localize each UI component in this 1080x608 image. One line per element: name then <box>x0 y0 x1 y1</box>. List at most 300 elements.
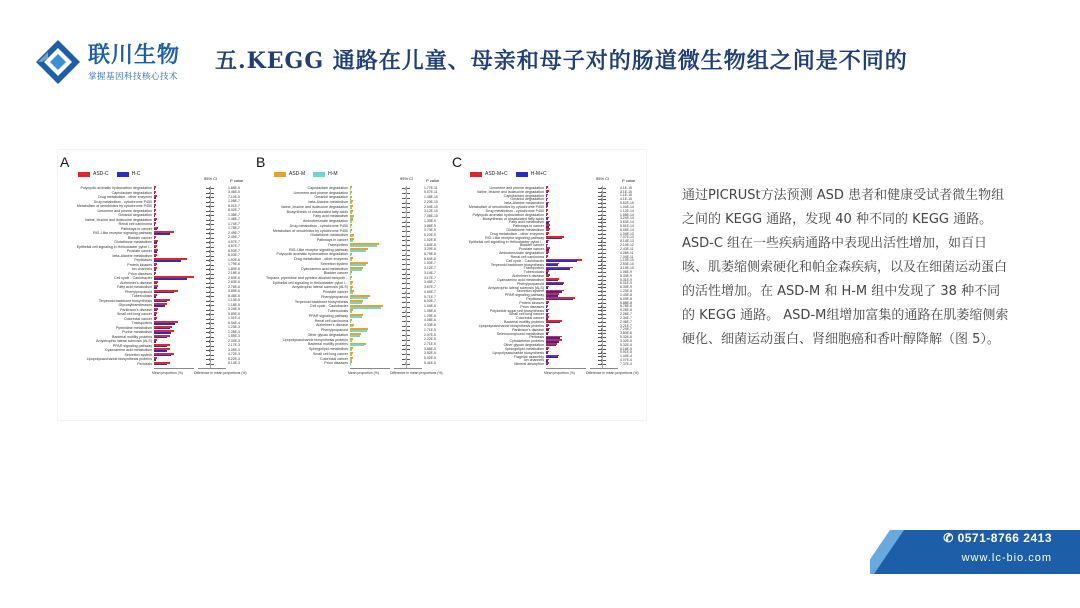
bar-group2 <box>154 274 155 276</box>
bar-group2 <box>350 302 362 304</box>
pathway-label: Aminobenzoate degradation <box>303 219 348 224</box>
pvalue-text: 1.06E-9 <box>620 269 632 274</box>
pathway-label: Polycyclic aromatic hydrocarbon degradation <box>472 212 544 217</box>
pvalue-text: 7.06E-10 <box>424 214 438 219</box>
pathway-label: Secretion system <box>516 289 544 294</box>
bar-group2 <box>154 251 157 253</box>
pathway-label: Prostate cancer <box>322 290 348 295</box>
pathway-label: Amyotrophic lateral sclerosis (ALS) <box>488 285 544 290</box>
kegg-figure <box>58 150 646 420</box>
pvalue-text: 5.02E-5 <box>424 356 436 361</box>
figure-panel-c <box>450 150 646 420</box>
bar-group2 <box>154 319 156 321</box>
pvalue-text: 2.53E-10 <box>620 262 634 267</box>
bar-group2 <box>154 350 167 352</box>
pathway-label: Protein kinases <box>127 262 152 267</box>
pvalue-text: 2.60E-6 <box>228 275 240 280</box>
pathway-label: Cyanoamino acid metabolism <box>104 348 152 352</box>
bar-group2 <box>350 326 353 328</box>
pathway-label: Cell cycle - Caulobacter <box>506 258 544 263</box>
pvalue-text: 5.32E-6 <box>620 335 632 340</box>
pathway-label: Prion diseases <box>324 361 348 366</box>
pathway-label: Cell cycle - Caulobacter <box>114 276 152 280</box>
pvalue-text: 8.03E-7 <box>228 253 240 258</box>
legend-label: H-M+C <box>530 171 547 177</box>
pathway-label: Phenylpropanoid <box>321 294 348 299</box>
pvalue-text: 5.71E-7 <box>424 294 436 299</box>
pathway-label: Bacterial motility proteins <box>504 320 544 325</box>
bar-group2 <box>154 314 156 316</box>
pvalue-text: 5.20E-9 <box>424 233 436 238</box>
logo-diamond-icon <box>34 38 82 86</box>
pvalue-text: 6.16E-5 <box>620 346 632 351</box>
pvalue-text: 1.92E-6 <box>228 257 240 262</box>
axis-title-left: Mean proportion (%) <box>152 371 183 375</box>
bar-group2 <box>154 193 155 195</box>
pathway-label: Geraniol degradation <box>118 213 152 217</box>
bar-group2 <box>154 296 156 298</box>
pvalue-text: 1.13E-5 <box>228 298 240 303</box>
axis-line <box>154 368 194 369</box>
bar-group2 <box>154 323 175 325</box>
bar-group2 <box>154 328 170 330</box>
pvalue-text: 3.63E-14 <box>620 220 634 225</box>
footer-phone: ✆ 0571-8766 2413 <box>943 531 1052 545</box>
pathway-label: Fatty acid metabolism <box>313 214 348 219</box>
bar-group2 <box>350 359 352 361</box>
pvalue-text: 6.02E-7 <box>424 299 436 304</box>
bar-group2 <box>154 359 156 361</box>
pvalue-text: 3.29E-8 <box>424 247 436 252</box>
pathway-label: Phenylpropanoid <box>125 289 152 294</box>
pvalue-text: 1.44E-4 <box>620 354 632 359</box>
pvalue-text: 3.24E-14 <box>620 216 634 221</box>
pathway-label: Metabolism of xenobiotics by cytochrome P450 <box>468 205 544 210</box>
pvalue-text: 7.10E-5 <box>228 194 240 199</box>
pvalue-text: 8.14E-13 <box>620 239 634 244</box>
pathway-label: Polycyclic aromatic hydrocarbon degradation <box>80 186 152 190</box>
pvalue-text: 6.94E-4 <box>228 320 240 325</box>
pvalue-text: 3.67E-7 <box>424 285 436 290</box>
pathway-label: beta-Alanine metabolism <box>504 201 544 206</box>
pvalue-text: 1.46E-7 <box>228 217 240 222</box>
pvalue-text: 3.73E-9 <box>424 228 436 233</box>
pathway-label: Aminobenzoate degradation <box>499 251 544 256</box>
pathway-label: Pathways in cancer <box>316 238 348 243</box>
panel-legend <box>78 171 148 177</box>
panel-letter: C <box>452 154 463 170</box>
footer-website[interactable]: www.lc-bio.com <box>961 552 1052 564</box>
bar-group2 <box>350 250 366 252</box>
figure-panel-b <box>254 150 450 420</box>
bar-group2 <box>350 254 351 256</box>
pathway-label: PPAR signaling pathway <box>112 343 152 348</box>
bar-group2 <box>350 231 351 233</box>
pvalue-text: 1.71E-5 <box>424 327 436 332</box>
pvalue-text: 1.28E-3 <box>228 329 240 334</box>
pathway-label: Prion diseases <box>128 271 152 276</box>
bar-group2 <box>154 256 156 258</box>
bar-group2 <box>350 273 351 275</box>
bar-group2 <box>350 363 351 365</box>
pvalue-header: P value <box>230 178 244 183</box>
pathway-label: Purine metabolism <box>122 330 152 334</box>
pathway-label: Colorectal cancer <box>320 356 348 361</box>
axis-title-left: Mean proportion (%) <box>348 371 379 375</box>
pathway-label: Epithelial cell signaling in Helicobacter pylori i... <box>468 239 544 244</box>
pathway-label: Small cell lung cancer <box>117 312 152 316</box>
pathway-label: Other glycan degradation <box>503 343 544 348</box>
bar-group2 <box>154 287 157 289</box>
pathway-label: Phenylpropanoid <box>321 328 348 333</box>
pathway-label: Colorectal cancer <box>516 316 544 321</box>
legend-label: H-C <box>131 171 141 177</box>
bar-group2 <box>154 220 156 222</box>
pathway-label: Ion channels <box>523 358 544 363</box>
pvalue-text: 2.71E-5 <box>424 342 436 347</box>
pvalue-text: 5.88E-8 <box>620 300 632 305</box>
axis-title-right: Difference in mean proportions (%) <box>586 371 639 375</box>
pvalue-text: 5.62E-15 <box>620 201 634 206</box>
pathway-label: Amyotrophic lateral sclerosis (ALS) <box>96 339 152 343</box>
pathway-label: Fatty acid metabolism <box>117 285 152 289</box>
bar-group2 <box>154 233 170 235</box>
pathway-label: Limonene and pinene degradation <box>293 190 348 195</box>
pvalue-text: 3.12E-7 <box>424 266 436 271</box>
pathway-label: Terpenoid backbone biosynthesis <box>490 262 544 267</box>
pathway-label: Biosynthesis of unsaturated fatty acids <box>482 216 544 221</box>
axis-title-right: Difference in mean proportions (%) <box>390 371 443 375</box>
pathway-label: Limonene and pinene degradation <box>489 186 544 190</box>
pathway-label: Parkinson's disease <box>512 327 544 332</box>
axis-line <box>546 368 586 369</box>
pathway-label: Transporters <box>327 242 348 247</box>
pathway-label: Glycosyltransferases <box>118 303 152 307</box>
pathway-label: Flagellar assembly <box>514 354 544 359</box>
pvalue-text: 6.78E-8 <box>620 304 632 309</box>
pvalue-text: 3.14E-7 <box>424 270 436 275</box>
bar-group2 <box>350 188 351 190</box>
pathway-label: Peptidases <box>526 297 544 302</box>
bar-group2 <box>350 335 360 337</box>
pathway-label: Peptidases <box>134 258 152 262</box>
pvalue-text: 6.01E-9 <box>620 281 632 286</box>
bar-group2 <box>350 288 352 290</box>
pvalue-text: 4.57E-7 <box>228 244 240 249</box>
pvalue-text: 2.63E-6 <box>228 280 240 285</box>
pvalue-text: 4.08E-6 <box>424 318 436 323</box>
bar-group2 <box>350 283 352 285</box>
pathway-label: Metabolism of xenobiotics by cytochrome P450 <box>76 204 152 208</box>
pvalue-text: 1.08E-7 <box>228 199 240 204</box>
bar-group2 <box>350 354 352 356</box>
axis-title-left: Mean proportion (%) <box>544 371 575 375</box>
pvalue-text: 2.43E-11 <box>620 246 634 251</box>
bar-group2 <box>154 305 165 307</box>
pathway-label: RIG-I-like receptor signaling pathway <box>485 235 544 240</box>
pathway-label: beta-Alanine metabolism <box>112 253 152 258</box>
pvalue-text: 1.1E-15 <box>620 193 632 198</box>
bar-group2 <box>154 238 155 240</box>
axis-line <box>394 368 422 369</box>
pathway-label: Pertussis <box>137 361 152 366</box>
pathway-label: Caprolactam degradation <box>307 186 348 190</box>
zero-line <box>406 186 407 368</box>
pvalue-text: 3.45E-7 <box>424 280 436 285</box>
zero-line <box>210 186 211 368</box>
legend-label: H-M <box>328 171 338 177</box>
pathway-label: Valine, leucine and isoleucine degradation <box>280 204 348 209</box>
pathway-label: Alzheimer's disease <box>512 274 544 279</box>
bar-group2 <box>154 260 181 262</box>
pathway-label: Valine, leucine and isoleucine degradation <box>476 189 544 194</box>
pathway-label: Pathways in cancer <box>512 224 544 229</box>
pathway-label: Transporters <box>523 266 544 271</box>
pathway-label: Alzheimer's disease <box>316 323 348 328</box>
bar-group2 <box>154 265 156 267</box>
pvalue-header: P value <box>426 178 440 183</box>
bar-group2 <box>154 355 171 357</box>
bar-group2 <box>154 341 156 343</box>
pathway-label: Drug metabolism - cytochrome P450 <box>289 223 348 228</box>
pvalue-text: 1.75E-7 <box>228 226 240 231</box>
pathway-label: Tuberculosis <box>131 294 152 298</box>
pathway-label: Mineral absorption <box>514 362 544 367</box>
pvalue-text: 3.19E-10 <box>620 266 634 271</box>
pvalue-text: 1.10E-10 <box>620 258 634 263</box>
pathway-label: PPAR signaling pathway <box>504 293 544 298</box>
pvalue-text: 1.80E-6 <box>228 266 240 271</box>
pvalue-text: 2.76E-6 <box>228 284 240 289</box>
axis-title-right: Difference in mean proportions (%) <box>194 371 247 375</box>
pathway-label: Renal cell carcinoma <box>314 318 348 323</box>
pvalue-text: 9.26E-8 <box>620 308 632 313</box>
pathway-label: Cytoskeleton proteins <box>509 339 544 344</box>
pvalue-text: 2.20E-10 <box>424 199 438 204</box>
pathway-label: Bacterial motility proteins <box>308 342 348 347</box>
pvalue-text: 5.89E-5 <box>228 311 240 316</box>
pathway-label: Glutathione metabolism <box>114 240 152 244</box>
pvalue-text: 6.30E-9 <box>620 285 632 290</box>
pvalue-text: 3.21E-7 <box>620 323 632 328</box>
bar-group2 <box>350 278 351 280</box>
axis-line <box>198 368 226 369</box>
pvalue-text: 3.86E-9 <box>424 223 436 228</box>
bar-group2 <box>350 221 352 223</box>
legend-swatch <box>516 172 528 177</box>
pathway-label: Drug metabolism - other enzymes <box>98 195 152 199</box>
bar-group2 <box>154 247 156 249</box>
bar-group2 <box>350 202 352 204</box>
zero-line <box>602 186 603 368</box>
pvalue-text: 2.49E-7 <box>228 235 240 240</box>
pathway-label: Small cell lung cancer <box>313 351 348 356</box>
legend-swatch <box>313 172 325 177</box>
pathway-label: Biosynthesis of unsaturated fatty acids <box>286 209 348 214</box>
pathway-label: Parkinson's disease <box>120 307 152 312</box>
pvalue-text: 3.80E-6 <box>620 331 632 336</box>
bar-group2 <box>154 283 157 285</box>
pvalue-text: 2.49E-7 <box>228 230 240 235</box>
pvalue-text: 5.79E-8 <box>424 252 436 257</box>
pathway-label: Valine, leucine and isoleucine degradation <box>84 217 152 222</box>
pathway-label: Bladder cancer <box>519 243 544 248</box>
bar-group2 <box>154 278 187 280</box>
pathway-label: Colorectal cancer <box>124 316 152 321</box>
bar-group2 <box>350 217 353 219</box>
pvalue-text: 1.77E-11 <box>424 185 438 190</box>
pathway-label: Tuberculosis <box>327 309 348 314</box>
pvalue-text: 1.20E-8 <box>620 289 632 294</box>
pathway-label: Bladder cancer <box>323 271 348 276</box>
pathway-label: Cyanoamino acid metabolism <box>496 277 544 282</box>
bar-group2 <box>350 207 352 209</box>
company-logo <box>34 38 180 86</box>
pathway-label: Geraniol degradation <box>510 197 544 202</box>
pvalue-text: 2.26E-7 <box>620 312 632 317</box>
ci-header: 95% CI <box>596 176 610 181</box>
panel-legend <box>274 171 346 177</box>
pvalue-text: 7.07E-13 <box>620 235 634 240</box>
pvalue-text: 3.32E-5 <box>620 338 632 343</box>
bar-group2 <box>350 245 377 247</box>
pathway-label: Protein kinases <box>519 300 544 305</box>
pvalue-text: 3.1E-15 <box>620 189 632 194</box>
pvalue-text: 2.04E-3 <box>228 338 240 343</box>
pvalue-text: 5.57E-11 <box>424 190 438 195</box>
bar-group2 <box>350 297 368 299</box>
bar-group2 <box>350 236 353 238</box>
bar-group2 <box>350 198 351 200</box>
pathway-label: Drug metabolism - cytochrome P450 <box>485 208 544 213</box>
pathway-label: Small cell lung cancer <box>509 312 544 317</box>
pvalue-text: 8.14E-3 <box>228 361 240 366</box>
ci-header: 95% CI <box>204 176 218 181</box>
pvalue-text: 1.12E-14 <box>620 208 634 213</box>
pathway-label: Drug metabolism - other enzymes <box>294 257 348 262</box>
pathway-label: Polyketide sugar unit biosynthesis <box>489 308 544 313</box>
pvalue-text: 2.22E-5 <box>424 337 436 342</box>
pathway-label: Prostate cancer <box>126 249 152 253</box>
pvalue-text: 3.66E-5 <box>424 346 436 351</box>
bar-group2 <box>154 206 155 208</box>
bar-group2 <box>154 269 156 271</box>
pathway-label: Secretion system <box>124 352 152 357</box>
pathway-label: Pathways in cancer <box>120 226 152 231</box>
bar-group2 <box>154 346 167 348</box>
pathway-label: Geraniol degradation <box>314 195 348 200</box>
pvalue-text: 2.17E-3 <box>228 343 240 348</box>
pvalue-text: 4.1E-15 <box>620 185 632 190</box>
legend-swatch <box>470 172 482 177</box>
bar-group2 <box>154 292 174 294</box>
bar-group2 <box>350 330 367 332</box>
pvalue-text: 1.05E-6 <box>424 308 436 313</box>
pvalue-text: 6.09E-8 <box>620 296 632 301</box>
pvalue-header: P value <box>622 178 636 183</box>
pathway-label: Tuberculosis <box>523 270 544 275</box>
ci-header: 95% CI <box>400 176 414 181</box>
pathway-label: Cell cycle - Caulobacter <box>310 304 348 309</box>
bar-group2 <box>154 215 155 217</box>
pvalue-text: 1.66E-5 <box>228 185 240 190</box>
pathway-label: Prostate cancer <box>518 247 544 252</box>
pathway-label: Sphingolipid metabolism <box>309 347 348 352</box>
pvalue-text: 1.33E-9 <box>424 218 436 223</box>
bar-group2 <box>546 299 573 301</box>
pathway-label: Drug metabolism - other enzymes <box>490 231 544 236</box>
brand-name: 联川生物 <box>88 42 181 68</box>
bar-group2 <box>154 229 157 231</box>
pvalue-text: 9.91E-5 <box>620 350 632 355</box>
bar-group2 <box>350 344 364 346</box>
bar-group2 <box>350 193 351 195</box>
axis-line <box>350 368 390 369</box>
pvalue-text: 2.10E-12 <box>620 243 634 248</box>
pvalue-text: 2.07E-5 <box>424 332 436 337</box>
pvalue-text: 4.1E-15 <box>620 197 632 202</box>
pvalue-text: 2.04E-10 <box>424 204 438 209</box>
pathway-label: Epithelial cell signaling in Helicobacter pylori i... <box>272 280 348 285</box>
bar-group2 <box>154 188 155 190</box>
bar-group2 <box>350 269 362 271</box>
pathway-label: Alzheimer's disease <box>120 280 152 285</box>
panel-legend <box>470 171 555 177</box>
pvalue-text: 3.05E-3 <box>228 347 240 352</box>
pvalue-text: 8.01E-7 <box>228 203 240 208</box>
pvalue-text: 2.34E-7 <box>620 315 632 320</box>
bar-group2 <box>350 212 352 214</box>
pathway-label: Renal cell carcinoma <box>118 222 152 226</box>
bar-group2 <box>350 340 352 342</box>
pvalue-text: 5.41E-5 <box>424 360 436 365</box>
bar-group2 <box>350 240 353 242</box>
pvalue-text: 4.72E-3 <box>228 352 240 357</box>
brand-tagline: 掌握基因科技核心技术 <box>88 71 179 82</box>
pvalue-text: 1.38E-7 <box>228 212 240 217</box>
panel-letter: A <box>60 154 70 170</box>
pathway-label: Prion diseases <box>520 304 544 309</box>
pvalue-text: 1.23E-3 <box>228 325 240 330</box>
pathway-label: Amyotrophic lateral sclerosis (ALS) <box>292 285 348 290</box>
pathway-label: Drug metabolism - cytochrome P450 <box>93 199 152 204</box>
bar-group2 <box>154 202 155 204</box>
pvalue-text: 6.05E-14 <box>620 227 634 232</box>
pathway-label: Bacterial motility proteins <box>112 334 152 339</box>
bar-group2 <box>154 364 167 366</box>
pvalue-text: 4.33E-6 <box>424 323 436 328</box>
pvalue-text: 4.57E-7 <box>228 239 240 244</box>
pvalue-text: 4.60E-7 <box>424 289 436 294</box>
pathway-label: Selenocompound metabolism <box>496 331 544 336</box>
pathway-label: beta-Alanine metabolism <box>308 200 348 205</box>
pvalue-text: 8.02E-7 <box>228 208 240 213</box>
pathway-label: Ion channels <box>131 267 152 271</box>
pvalue-text: 5.32E-5 <box>620 342 632 347</box>
pvalue-text: 4.26E-11 <box>620 250 634 255</box>
bar-group2 <box>350 226 351 228</box>
pvalue-text: 3.24E-5 <box>228 307 240 312</box>
axis-line <box>590 368 618 369</box>
pathway-label: PPAR signaling pathway <box>308 313 348 318</box>
bar-group2 <box>350 292 353 294</box>
pvalue-text: 5.51E-14 <box>620 223 634 228</box>
legend-swatch <box>78 172 90 177</box>
pvalue-text: 8.93E-7 <box>228 248 240 253</box>
bar-group2 <box>350 307 381 309</box>
pvalue-text: 1.00E-7 <box>424 261 436 266</box>
pvalue-text: 1.45E-10 <box>424 195 438 200</box>
